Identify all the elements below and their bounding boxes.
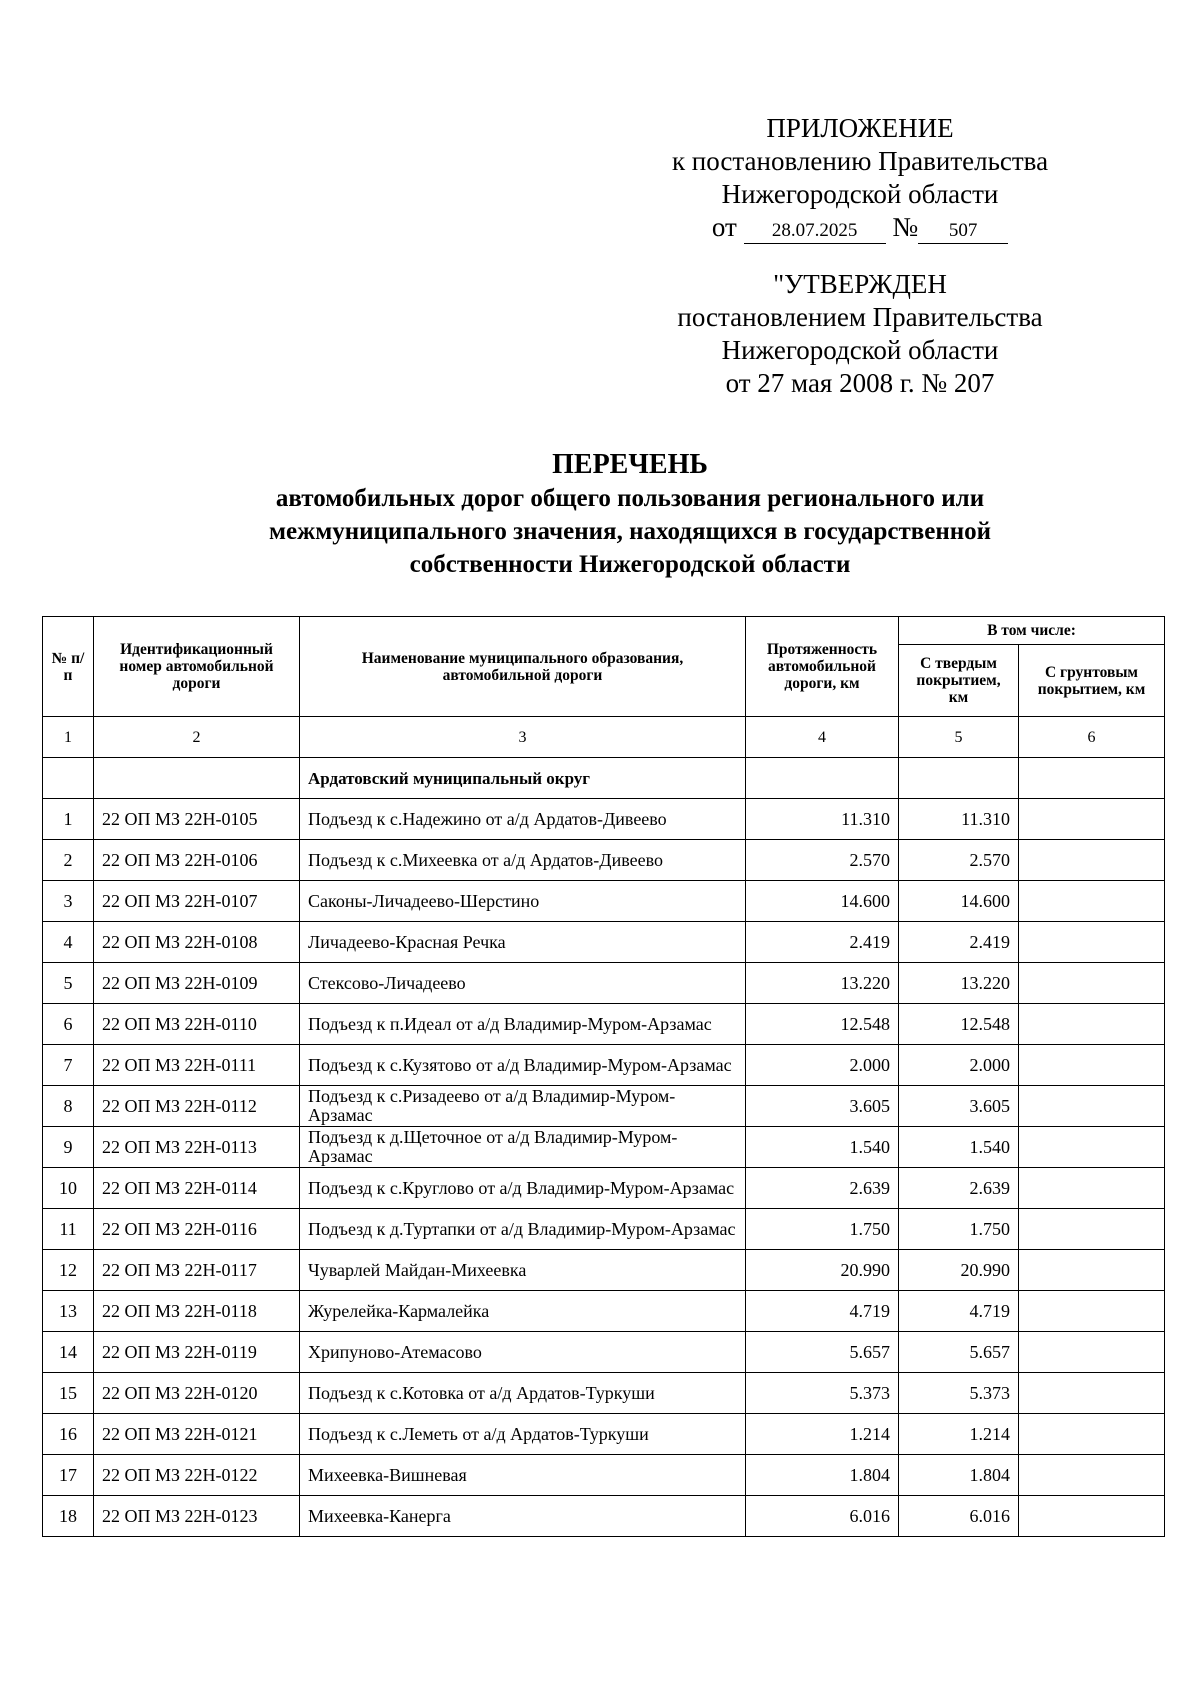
dirt-length (1019, 1373, 1165, 1414)
road-length: 6.016 (746, 1496, 899, 1537)
index-cell: 2 (94, 717, 300, 758)
road-length: 1.750 (746, 1209, 899, 1250)
road-id: 22 ОП МЗ 22Н-0107 (94, 881, 300, 922)
table-row (43, 1496, 1165, 1537)
table-row (43, 799, 1165, 840)
road-name: Журелейка-Кармалейка (300, 1291, 746, 1332)
paved-length: 13.220 (899, 963, 1019, 1004)
dirt-length (1019, 1332, 1165, 1373)
date-prefix: от (711, 212, 737, 242)
index-cell: 5 (899, 717, 1019, 758)
dirt-length (1019, 1250, 1165, 1291)
dirt-length (1019, 922, 1165, 963)
approved-block (600, 268, 1120, 400)
decree-date: 28.07.2025 (744, 219, 886, 244)
document-title (120, 448, 1140, 581)
table-row (43, 1250, 1165, 1291)
road-length: 5.373 (746, 1373, 899, 1414)
road-id: 22 ОП МЗ 22Н-0116 (94, 1209, 300, 1250)
paved-length: 1.750 (899, 1209, 1019, 1250)
paved-length: 4.719 (899, 1291, 1019, 1332)
approved-line-3: от 27 мая 2008 г. № 207 (725, 368, 995, 398)
paved-length: 1.804 (899, 1455, 1019, 1496)
number-prefix: № (892, 212, 919, 242)
road-id: 22 ОП МЗ 22Н-0118 (94, 1291, 300, 1332)
col-header-paved: С твердым покрытием, км (899, 645, 1019, 717)
road-length: 4.719 (746, 1291, 899, 1332)
table-row (43, 1086, 1165, 1127)
row-number: 10 (43, 1168, 94, 1209)
road-name: Михеевка-Канерга (300, 1496, 746, 1537)
road-length: 1.540 (746, 1127, 899, 1168)
row-number: 1 (43, 799, 94, 840)
approved-line-1: постановлением Правительства (677, 302, 1043, 332)
col-header-num: № п/п (43, 617, 94, 717)
table-row (43, 1455, 1165, 1496)
road-name: Личадеево-Красная Речка (300, 922, 746, 963)
group-cell-empty (94, 758, 300, 799)
road-id: 22 ОП МЗ 22Н-0122 (94, 1455, 300, 1496)
road-id: 22 ОП МЗ 22Н-0109 (94, 963, 300, 1004)
dirt-length (1019, 881, 1165, 922)
title-line-3: собственности Нижегородской области (409, 551, 851, 578)
dirt-length (1019, 1045, 1165, 1086)
row-number: 13 (43, 1291, 94, 1332)
title-line-1: автомобильных дорог общего пользования регионального или (275, 485, 985, 512)
table-row (43, 1414, 1165, 1455)
road-name: Хрипуново-Атемасово (300, 1332, 746, 1373)
table-row (43, 1373, 1165, 1414)
road-name: Михеевка-Вишневая (300, 1455, 746, 1496)
road-id: 22 ОП МЗ 22Н-0108 (94, 922, 300, 963)
row-number: 17 (43, 1455, 94, 1496)
paved-length: 6.016 (899, 1496, 1019, 1537)
road-name: Подъезд к с.Леметь от а/д Ардатов-Туркуши (300, 1414, 746, 1455)
col-header-dirt: С грунтовым покрытием, км (1019, 645, 1165, 717)
table-row (43, 1004, 1165, 1045)
dirt-length (1019, 1209, 1165, 1250)
road-length: 2.000 (746, 1045, 899, 1086)
road-length: 1.214 (746, 1414, 899, 1455)
table-row (43, 881, 1165, 922)
paved-length: 14.600 (899, 881, 1019, 922)
col-header-including: В том числе: (899, 617, 1165, 645)
row-number: 6 (43, 1004, 94, 1045)
road-length: 2.570 (746, 840, 899, 881)
paved-length: 2.000 (899, 1045, 1019, 1086)
col-header-length: Протяженность автомобильной дороги, км (746, 617, 899, 717)
appendix-date-line (600, 211, 1120, 244)
paved-length: 11.310 (899, 799, 1019, 840)
road-name: Подъезд к с.Котовка от а/д Ардатов-Туркуши (300, 1373, 746, 1414)
paved-length: 2.419 (899, 922, 1019, 963)
road-name: Подъезд к с.Ризадеево от а/д Владимир-Муром-Арзамас (300, 1086, 746, 1127)
col-header-name: Наименование муниципального образования, автомобильной дороги (300, 617, 746, 717)
dirt-length (1019, 1414, 1165, 1455)
index-cell: 3 (300, 717, 746, 758)
appendix-line-2: Нижегородской области (721, 179, 999, 209)
road-length: 12.548 (746, 1004, 899, 1045)
road-length: 14.600 (746, 881, 899, 922)
road-id: 22 ОП МЗ 22Н-0114 (94, 1168, 300, 1209)
appendix-line-1: к постановлению Правительства (671, 146, 1049, 176)
decree-number: 507 (918, 219, 1008, 244)
index-cell: 4 (746, 717, 899, 758)
road-name: Подъезд к д.Туртапки от а/д Владимир-Муром-Арзамас (300, 1209, 746, 1250)
title-line-2: межмуниципального значения, находящихся в государственной (268, 518, 992, 545)
road-length: 3.605 (746, 1086, 899, 1127)
row-number: 5 (43, 963, 94, 1004)
column-index-row (43, 717, 1165, 758)
road-name: Подъезд к д.Щеточное от а/д Владимир-Муром-Арзамас (300, 1127, 746, 1168)
road-length: 2.419 (746, 922, 899, 963)
road-name: Подъезд к с.Кузятово от а/д Владимир-Муром-Арзамас (300, 1045, 746, 1086)
paved-length: 5.657 (899, 1332, 1019, 1373)
road-name: Саконы-Личадеево-Шерстино (300, 881, 746, 922)
table-row (43, 1209, 1165, 1250)
road-name: Подъезд к с.Надежино от а/д Ардатов-Дивеево (300, 799, 746, 840)
row-number: 4 (43, 922, 94, 963)
dirt-length (1019, 1127, 1165, 1168)
appendix-title: ПРИЛОЖЕНИЕ (766, 113, 954, 143)
road-name: Чуварлей Майдан-Михеевка (300, 1250, 746, 1291)
paved-length: 12.548 (899, 1004, 1019, 1045)
dirt-length (1019, 1496, 1165, 1537)
table-row (43, 1127, 1165, 1168)
road-length: 5.657 (746, 1332, 899, 1373)
road-id: 22 ОП МЗ 22Н-0120 (94, 1373, 300, 1414)
row-number: 15 (43, 1373, 94, 1414)
row-number: 7 (43, 1045, 94, 1086)
table-row (43, 840, 1165, 881)
road-name: Стексово-Личадеево (300, 963, 746, 1004)
dirt-length (1019, 1291, 1165, 1332)
dirt-length (1019, 963, 1165, 1004)
roads-table (42, 616, 1165, 1537)
row-number: 9 (43, 1127, 94, 1168)
road-id: 22 ОП МЗ 22Н-0111 (94, 1045, 300, 1086)
road-id: 22 ОП МЗ 22Н-0119 (94, 1332, 300, 1373)
road-id: 22 ОП МЗ 22Н-0112 (94, 1086, 300, 1127)
paved-length: 1.540 (899, 1127, 1019, 1168)
row-number: 18 (43, 1496, 94, 1537)
road-length: 1.804 (746, 1455, 899, 1496)
dirt-length (1019, 1168, 1165, 1209)
title-heading: ПЕРЕЧЕНЬ (552, 449, 708, 480)
road-name: Подъезд к с.Круглово от а/д Владимир-Муром-Арзамас (300, 1168, 746, 1209)
road-length: 20.990 (746, 1250, 899, 1291)
dirt-length (1019, 1455, 1165, 1496)
paved-length: 1.214 (899, 1414, 1019, 1455)
road-id: 22 ОП МЗ 22Н-0113 (94, 1127, 300, 1168)
group-name: Ардатовский муниципальный округ (300, 758, 746, 799)
group-row (43, 758, 1165, 799)
road-id: 22 ОП МЗ 22Н-0110 (94, 1004, 300, 1045)
table-row (43, 1332, 1165, 1373)
paved-length: 2.639 (899, 1168, 1019, 1209)
table-row (43, 1168, 1165, 1209)
paved-length: 2.570 (899, 840, 1019, 881)
appendix-block (600, 112, 1120, 400)
road-id: 22 ОП МЗ 22Н-0117 (94, 1250, 300, 1291)
dirt-length (1019, 1004, 1165, 1045)
paved-length: 3.605 (899, 1086, 1019, 1127)
row-number: 12 (43, 1250, 94, 1291)
dirt-length (1019, 799, 1165, 840)
row-number: 11 (43, 1209, 94, 1250)
table-row (43, 922, 1165, 963)
road-id: 22 ОП МЗ 22Н-0121 (94, 1414, 300, 1455)
road-id: 22 ОП МЗ 22Н-0105 (94, 799, 300, 840)
table-row (43, 1045, 1165, 1086)
group-cell-empty (1019, 758, 1165, 799)
dirt-length (1019, 840, 1165, 881)
row-number: 14 (43, 1332, 94, 1373)
dirt-length (1019, 1086, 1165, 1127)
col-header-id: Идентификационный номер автомобильной дороги (94, 617, 300, 717)
table-row (43, 1291, 1165, 1332)
road-length: 11.310 (746, 799, 899, 840)
index-cell: 6 (1019, 717, 1165, 758)
road-name: Подъезд к п.Идеал от а/д Владимир-Муром-Арзамас (300, 1004, 746, 1045)
road-id: 22 ОП МЗ 22Н-0106 (94, 840, 300, 881)
paved-length: 5.373 (899, 1373, 1019, 1414)
group-cell-empty (899, 758, 1019, 799)
road-name: Подъезд к с.Михеевка от а/д Ардатов-Дивеево (300, 840, 746, 881)
table-row (43, 963, 1165, 1004)
approved-line-2: Нижегородской области (721, 335, 999, 365)
group-cell-empty (746, 758, 899, 799)
approved-title: "УТВЕРЖДЕН (773, 269, 947, 299)
road-length: 2.639 (746, 1168, 899, 1209)
road-length: 13.220 (746, 963, 899, 1004)
row-number: 8 (43, 1086, 94, 1127)
group-cell-empty (43, 758, 94, 799)
row-number: 2 (43, 840, 94, 881)
row-number: 3 (43, 881, 94, 922)
road-id: 22 ОП МЗ 22Н-0123 (94, 1496, 300, 1537)
index-cell: 1 (43, 717, 94, 758)
row-number: 16 (43, 1414, 94, 1455)
paved-length: 20.990 (899, 1250, 1019, 1291)
